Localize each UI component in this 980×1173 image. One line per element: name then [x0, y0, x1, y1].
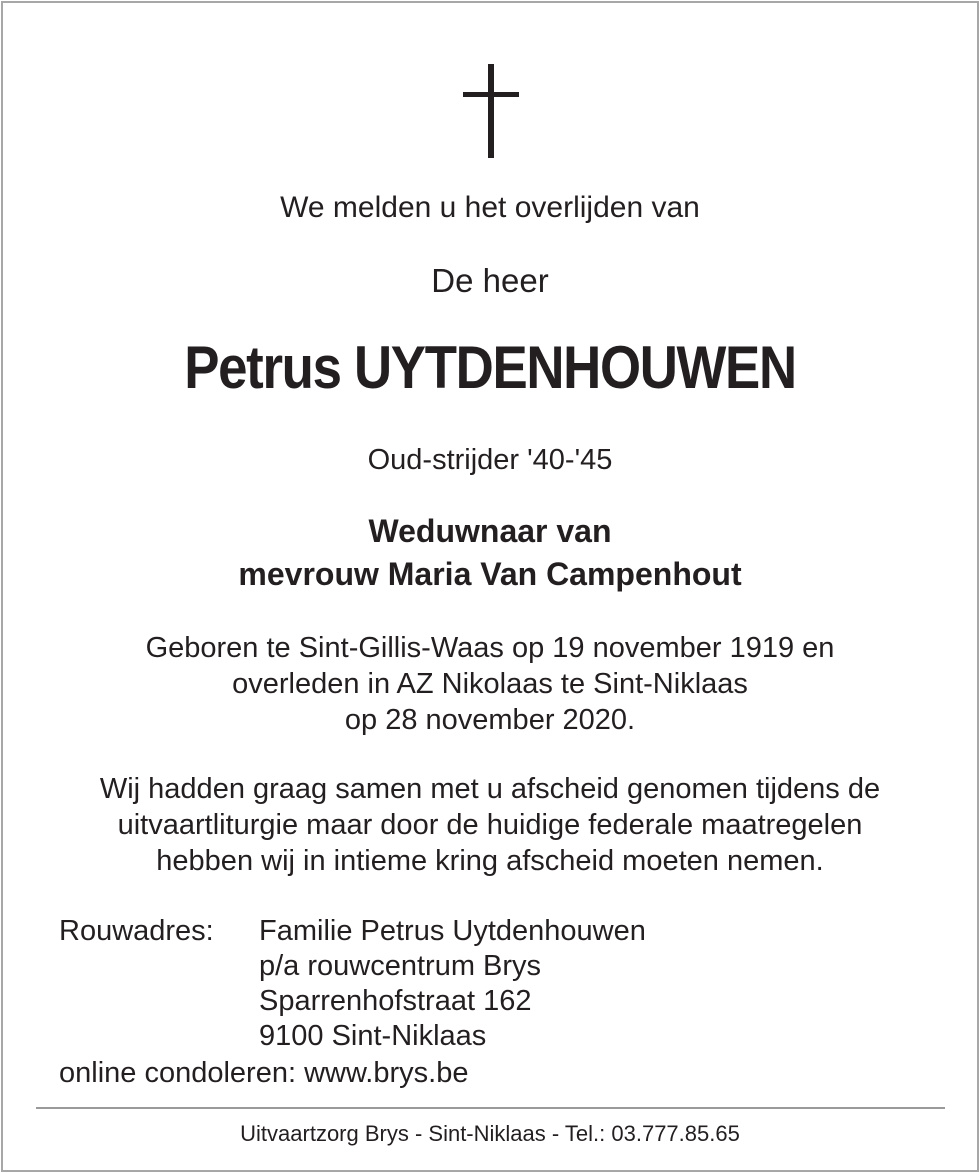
- farewell-line: Wij hadden graag samen met u afscheid genomen tijdens de: [99, 773, 881, 805]
- address-line: Sparrenhofstraat 162: [259, 985, 532, 1017]
- widower-spouse-line: mevrouw Maria Van Campenhout: [238, 556, 742, 592]
- death-line: overleden in AZ Nikolaas te Sint-Niklaas: [232, 668, 748, 700]
- widower-block: [0, 510, 980, 596]
- address-line: 9100 Sint-Niklaas: [259, 1020, 487, 1052]
- widower-line: Weduwnaar van: [368, 513, 612, 549]
- online-condolence-link[interactable]: online condoleren: www.brys.be: [59, 1057, 469, 1089]
- veteran-line: Oud-strijder '40-'45: [367, 444, 613, 476]
- honorific: De heer: [431, 262, 549, 299]
- address-lines: [259, 914, 646, 1054]
- footer-text: Uitvaartzorg Brys - Sint-Niklaas - Tel.: 03.777.85.65: [240, 1121, 740, 1146]
- intro-text: We melden u het overlijden van: [280, 191, 700, 224]
- deceased-name: Petrus UYTDENHOUWEN: [184, 334, 796, 401]
- address-label: Rouwadres:: [59, 915, 214, 947]
- death-date-line: op 28 november 2020.: [344, 704, 636, 736]
- birth-death-block: [0, 630, 980, 738]
- footer-divider: [36, 1107, 945, 1109]
- cross-icon: [463, 64, 519, 158]
- farewell-line: hebben wij in intieme kring afscheid moeten nemen.: [156, 845, 824, 877]
- farewell-line: uitvaartliturgie maar door de huidige federale maatregelen: [117, 809, 863, 841]
- address-line: p/a rouwcentrum Brys: [259, 950, 542, 982]
- farewell-block: [0, 771, 980, 879]
- birth-line: Geboren te Sint-Gillis-Waas op 19 november 1919 en: [145, 632, 835, 664]
- address-line: Familie Petrus Uytdenhouwen: [259, 915, 646, 947]
